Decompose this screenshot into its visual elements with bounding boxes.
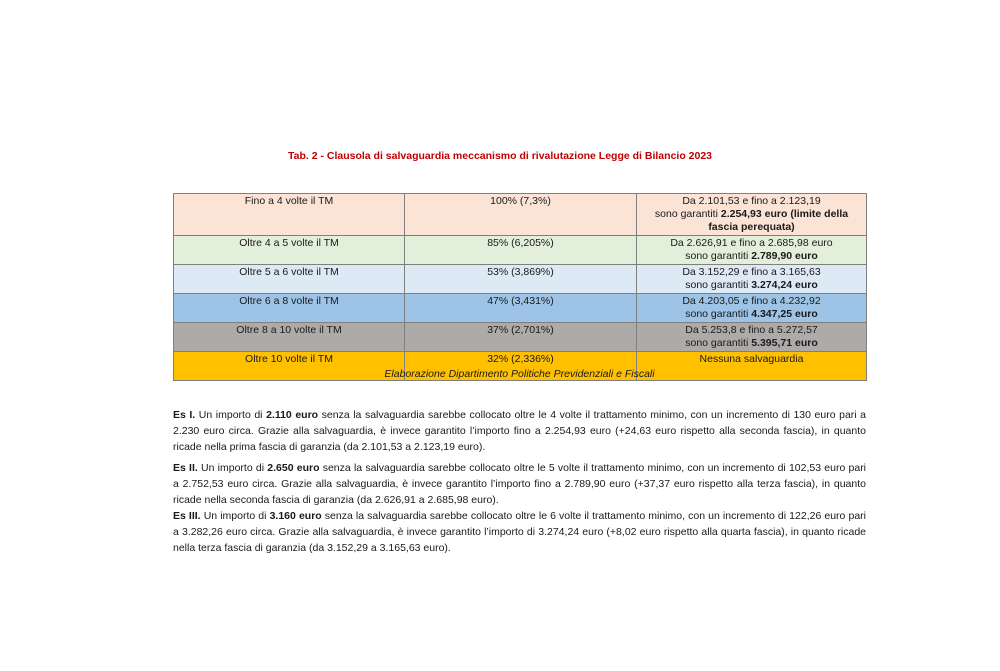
example-label: Es I. (173, 409, 196, 421)
example-label: Es III. (173, 510, 201, 522)
table-caption: Elaborazione Dipartimento Politiche Previdenziali e Fiscali (384, 368, 655, 380)
fascia-cell: Oltre 5 a 6 volte il TM (174, 265, 405, 294)
percentuale-cell: 37% (2,701%) (405, 323, 637, 352)
example-pre: Un importo di (201, 462, 265, 474)
garanzia-cell (637, 323, 867, 352)
garanzia-prefix: sono garantiti (685, 337, 749, 349)
example-amount: 2.650 euro (267, 462, 320, 474)
garanzia-prefix: sono garantiti (654, 208, 718, 220)
table-row (174, 265, 867, 294)
percentuale-cell: 47% (3,431%) (405, 294, 637, 323)
table-title: Tab. 2 - Clausola di salvaguardia meccanismo di rivalutazione Legge di Bilancio 2023 (287, 150, 713, 162)
percentuale-cell: 53% (3,869%) (405, 265, 637, 294)
range-text: Da 5.253,8 e fino a 5.272,57 (685, 324, 818, 336)
fascia-cell: Oltre 10 volte il TM (174, 352, 405, 381)
fascia-cell: Oltre 4 a 5 volte il TM (174, 236, 405, 265)
percentuale-cell: 85% (6,205%) (405, 236, 637, 265)
percentuale-cell: 32% (2,336%) (405, 352, 637, 381)
example-label: Es II. (173, 462, 198, 474)
example-pre: Un importo di (203, 510, 267, 522)
example-paragraph (173, 407, 866, 455)
table-row (174, 294, 867, 323)
example-paragraph (173, 508, 866, 556)
fascia-cell: Fino a 4 volte il TM (174, 194, 405, 236)
safeguard-table (173, 193, 867, 381)
table-row (174, 194, 867, 236)
fascia-cell: Oltre 6 a 8 volte il TM (174, 294, 405, 323)
garanzia-prefix: sono garantiti (685, 250, 749, 262)
garanzia-value: 2.254,93 euro (limite della fascia perequata) (708, 208, 849, 233)
garanzia-prefix: sono garantiti (685, 279, 749, 291)
garanzia-value: 5.395,71 euro (751, 337, 818, 349)
example-paragraph (173, 460, 866, 508)
example-pre: Un importo di (198, 409, 263, 421)
garanzia-value: 2.789,90 euro (751, 250, 818, 262)
percentuale-cell: 100% (7,3%) (405, 194, 637, 236)
garanzia-cell (637, 294, 867, 323)
range-text: Da 3.152,29 e fino a 3.165,63 (682, 266, 821, 278)
range-text: Nessuna salvaguardia (699, 353, 804, 365)
table-row (174, 323, 867, 352)
example-text: senza la salvaguardia sarebbe collocato oltre le 5 volte il trattamento minimo, con un incremento di 102,53 euro pari a 2.752,53 euro circa. Grazie alla salvaguardia, è invece garantito l’importo fino a 2.789,90 euro (+37,37 euro rispetto alla terza fascia), in quanto ricade nella seconda fascia di garanzia (da 2.626,91 a 2.685,98 euro). (173, 462, 867, 506)
example-amount: 3.160 euro (269, 510, 322, 522)
garanzia-value: 3.274,24 euro (751, 279, 818, 291)
range-text: Da 4.203,05 e fino a 4.232,92 (682, 295, 821, 307)
fascia-cell: Oltre 8 a 10 volte il TM (174, 323, 405, 352)
table-row (174, 236, 867, 265)
example-text: senza la salvaguardia sarebbe collocato oltre le 6 volte il trattamento minimo, con un incremento di 122,26 euro pari a 3.282,26 euro circa. Grazie alla salvaguardia, è invece garantito l’importo di 3.274,24 euro (+8,02 euro rispetto alla quarta fascia), in quanto ricade nella terza fascia di garanzia (da 3.152,29 a 3.165,63 euro). (173, 510, 866, 554)
garanzia-cell (637, 236, 867, 265)
garanzia-prefix: sono garantiti (685, 308, 749, 320)
garanzia-cell (637, 265, 867, 294)
example-text: senza la salvaguardia sarebbe collocato oltre le 4 volte il trattamento minimo, con un incremento di 130 euro pari a 2.230 euro circa. Grazie alla salvaguardia, è invece garantito l’importo fino a 2.254,93 euro (+24,63 euro rispetto alla seconda fascia), in quanto ricade nella prima fascia di garanzia (da 2.101,53 a 2.123,19 euro). (173, 409, 867, 453)
range-text: Da 2.626,91 e fino a 2.685,98 euro (670, 237, 833, 249)
example-amount: 2.110 euro (266, 409, 319, 421)
range-text: Da 2.101,53 e fino a 2.123,19 (682, 195, 821, 207)
garanzia-value: 4.347,25 euro (751, 308, 818, 320)
garanzia-cell (637, 194, 867, 236)
